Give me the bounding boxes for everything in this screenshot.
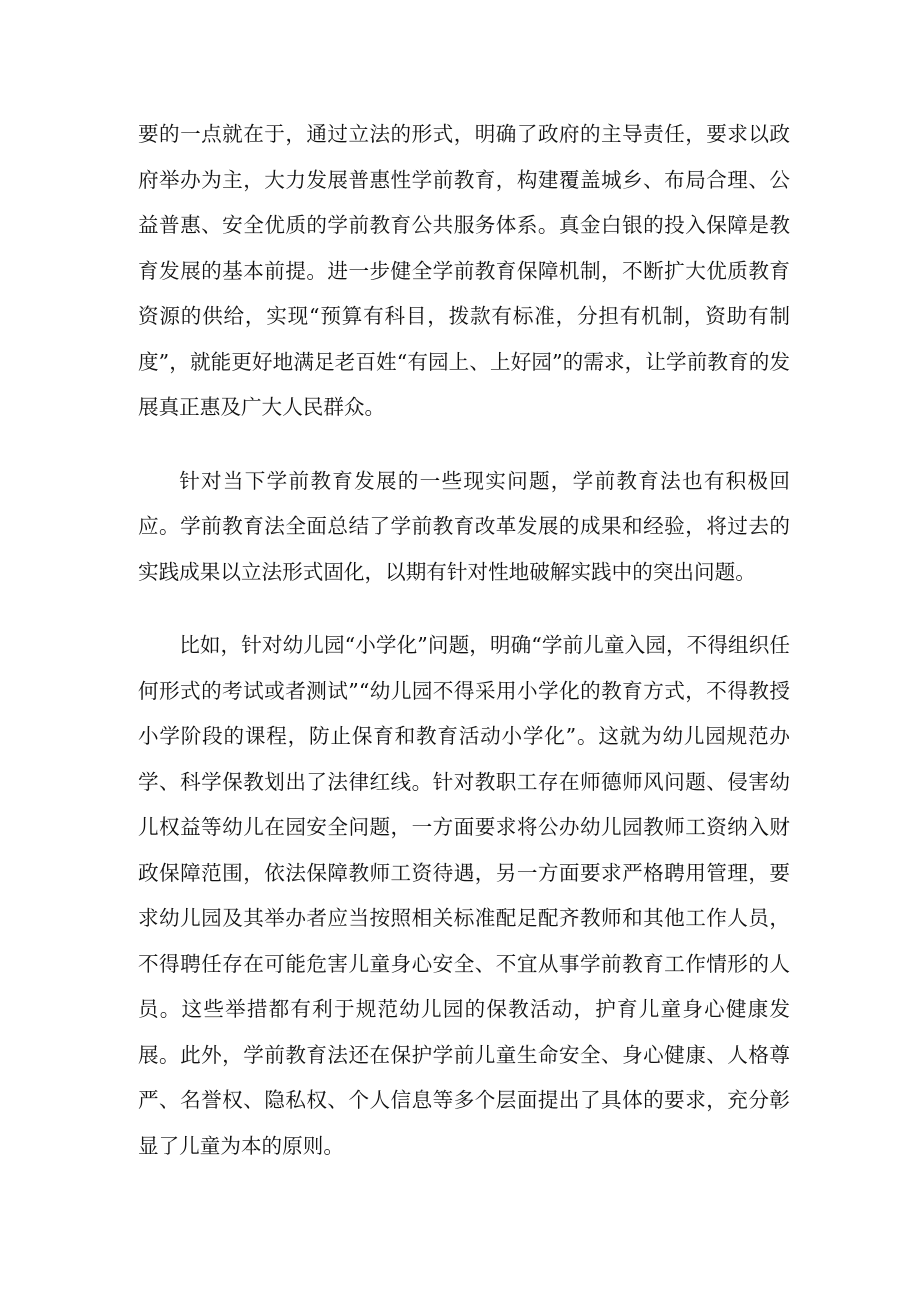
paragraph-2: 针对当下学前教育发展的一些现实问题，学前教育法也有积极回应。学前教育法全面总结了学前教育改革发展的成果和经验，将过去的实践成果以立法形式固化，以期有针对性地破解实践中的突出问题。 [138,468,790,584]
document-page [138,112,790,1169]
paragraph-1: 要的一点就在于，通过立法的形式，明确了政府的主导责任，要求以政府举办为主，大力发展普惠性学前教育，构建覆盖城乡、布局合理、公益普惠、安全优质的学前教育公共服务体系。真金白银的投入保障是教育发展的基本前提。进一步健全学前教育保障机制，不断扩大优质教育资源的供给，实现“预算有科目，拨款有标准，分担有机制，资助有制度”，就能更好地满足老百姓“有园上、上好园”的需求，让学前教育的发展真正惠及广大人民群众。 [138,122,790,419]
paragraph-3: 比如，针对幼儿园“小学化”问题，明确“学前儿童入园，不得组织任何形式的考试或者测试”“幼儿园不得采用小学化的教育方式，不得教授小学阶段的课程，防止保育和教育活动小学化”。这就为幼儿园规范办学、科学保教划出了法律红线。针对教职工存在师德师风问题、侵害幼儿权益等幼儿在园安全问题，一方面要求将公办幼儿园教师工资纳入财政保障范围，依法保障教师工资待遇，另一方面要求严格聘用管理，要求幼儿园及其举办者应当按照相关标准配足配齐教师和其他工作人员，不得聘任存在可能危害儿童身心安全、不宜从事学前教育工作情形的人员。这些举措都有利于规范幼儿园的保教活动，护育儿童身心健康发展。此外，学前教育法还在保护学前儿童生命安全、身心健康、人格尊严、名誉权、隐私权、个人信息等多个层面提出了具体的要求，充分彰显了儿童为本的原则。 [138,633,790,1158]
